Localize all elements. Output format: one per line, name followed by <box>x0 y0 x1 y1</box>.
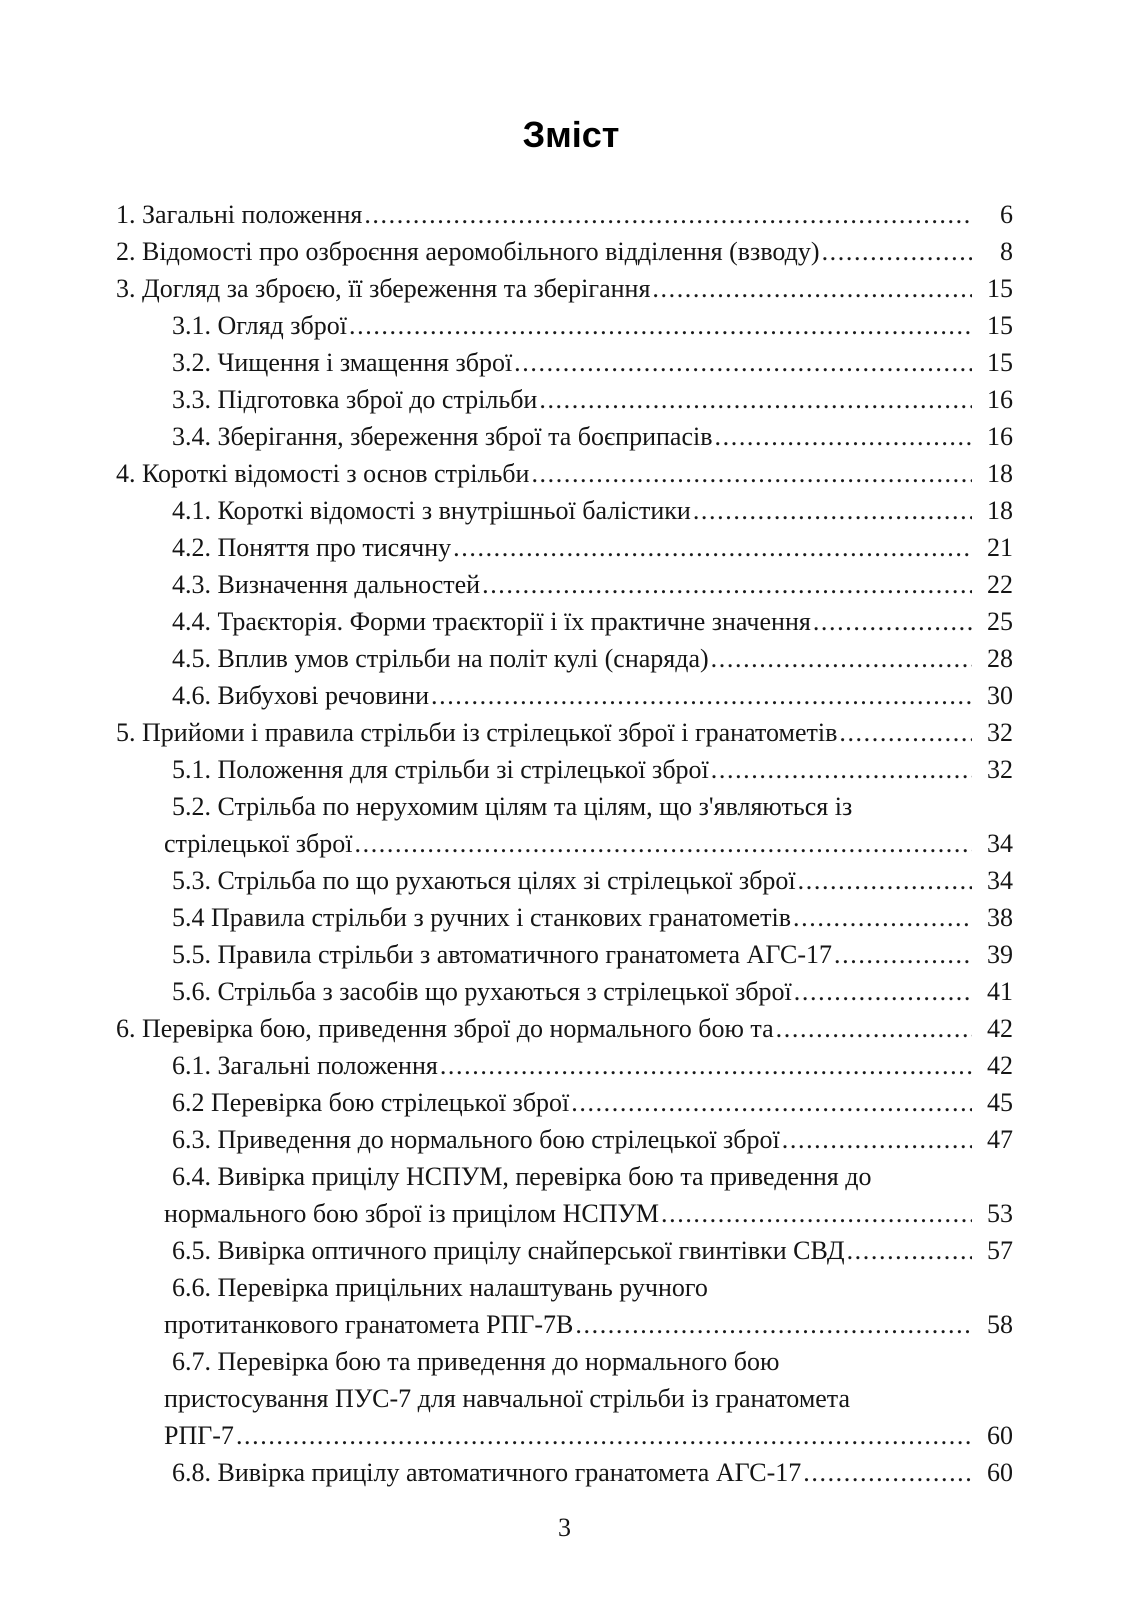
toc-entry-text: 4.6. Вибухові речовини <box>172 681 429 710</box>
toc-entry <box>116 1158 1013 1232</box>
toc-entry <box>116 1454 1013 1491</box>
toc-page-number: 32 <box>987 755 1013 784</box>
dot-leader <box>539 381 972 418</box>
toc-entry <box>116 936 1013 973</box>
toc-page-number: 42 <box>987 1051 1013 1080</box>
dot-leader <box>847 1232 972 1269</box>
dot-leader <box>813 603 972 640</box>
toc-entry-line <box>116 603 1013 640</box>
toc-entry <box>116 603 1013 640</box>
toc-entry-text: 3. Догляд за зброєю, її збереження та зберігання <box>116 274 651 303</box>
toc-entry-text: 1. Загальні положення <box>116 200 363 229</box>
dot-leader <box>531 455 972 492</box>
dot-leader <box>514 344 972 381</box>
toc-entry-line <box>116 640 1013 677</box>
toc-entry-text: пристосування ПУС-7 для навчальної стрільби із гранатомета <box>164 1384 851 1413</box>
toc-entry-line <box>116 418 1013 455</box>
toc-entry-text: нормального бою зброї із прицілом НСПУМ <box>164 1199 660 1228</box>
toc-entry <box>116 1047 1013 1084</box>
toc-entry-line <box>116 973 1013 1010</box>
toc-entry <box>116 455 1013 492</box>
toc-entry-text: 3.1. Огляд зброї <box>172 311 348 340</box>
dot-leader <box>839 714 972 751</box>
toc-entry-text: 6. Перевірка бою, приведення зброї до нормального бою та <box>116 1014 774 1043</box>
toc-entry-line <box>116 936 1013 973</box>
toc-entry-text: 6.6. Перевірка прицільних налаштувань ручного <box>172 1273 708 1302</box>
toc-entry-line <box>116 1047 1013 1084</box>
toc-entry-text: 4.1. Короткі відомості з внутрішньої балістики <box>172 496 691 525</box>
toc-page-number: 45 <box>987 1088 1013 1117</box>
toc-entry-text: протитанкового гранатомета РПГ-7В <box>164 1310 574 1339</box>
toc-entry-text: 5.1. Положення для стрільби зі стрілецької зброї <box>172 755 709 784</box>
toc-page-number: 16 <box>987 385 1013 414</box>
toc-entry <box>116 307 1013 344</box>
dot-leader <box>715 418 972 455</box>
toc-page-number: 32 <box>987 718 1013 747</box>
dot-leader <box>575 1306 972 1343</box>
dot-leader <box>453 529 972 566</box>
toc-entry <box>116 677 1013 714</box>
toc-entry <box>116 1121 1013 1158</box>
toc-entry-text: 2. Відомості про озброєння аеромобільного відділення (взводу) <box>116 237 820 266</box>
toc-entry-line <box>116 270 1013 307</box>
toc-entry <box>116 1232 1013 1269</box>
dot-leader <box>431 677 972 714</box>
dot-leader <box>711 751 972 788</box>
toc-page-number: 47 <box>987 1125 1013 1154</box>
toc-page-number: 15 <box>987 274 1013 303</box>
dot-leader <box>482 566 972 603</box>
dot-leader <box>236 1417 972 1454</box>
toc-entry-line <box>116 1269 1013 1306</box>
toc-page-number: 38 <box>987 903 1013 932</box>
dot-leader <box>661 1195 972 1232</box>
toc-entry-text: 4.5. Вплив умов стрільби на політ кулі (снаряда) <box>172 644 709 673</box>
toc-page-number: 25 <box>987 607 1013 636</box>
toc-entry-text: 3.2. Чищення і змащення зброї <box>172 348 513 377</box>
toc-entry <box>116 751 1013 788</box>
toc-entry <box>116 1343 1013 1454</box>
toc-page-number: 30 <box>987 681 1013 710</box>
toc-entry <box>116 344 1013 381</box>
toc-entry-text: 6.7. Перевірка бою та приведення до нормального бою <box>172 1347 780 1376</box>
toc-page-number: 22 <box>987 570 1013 599</box>
toc-entry <box>116 640 1013 677</box>
dot-leader <box>776 1010 972 1047</box>
toc-entry-text: 6.1. Загальні положення <box>172 1051 438 1080</box>
toc-entry-text: 5.6. Стрільба з засобів що рухаються з стрілецької зброї <box>172 977 792 1006</box>
toc-page-number: 21 <box>987 533 1013 562</box>
toc-list <box>0 196 1142 1491</box>
dot-leader <box>794 973 972 1010</box>
dot-leader <box>803 1454 972 1491</box>
toc-entry-line <box>116 1306 1013 1343</box>
toc-page-number: 18 <box>987 459 1013 488</box>
toc-entry <box>116 492 1013 529</box>
toc-entry <box>116 973 1013 1010</box>
toc-entry-line <box>116 381 1013 418</box>
toc-entry-line <box>116 1343 1013 1380</box>
toc-entry-line <box>116 1195 1013 1232</box>
toc-entry-line <box>116 455 1013 492</box>
toc-entry <box>116 381 1013 418</box>
dot-leader <box>798 862 972 899</box>
toc-page-number: 15 <box>987 348 1013 377</box>
toc-entry-line <box>116 566 1013 603</box>
toc-entry-text: 4.3. Визначення дальностей <box>172 570 481 599</box>
toc-entry-text: 5.3. Стрільба по що рухаються цілях зі стрілецької зброї <box>172 866 796 895</box>
toc-page-number: 28 <box>987 644 1013 673</box>
toc-entry-line <box>116 492 1013 529</box>
toc-entry-line <box>116 1010 1013 1047</box>
toc-entry-text: 6.5. Вивірка оптичного прицілу снайперської гвинтівки СВД <box>172 1236 845 1265</box>
toc-entry-text: 6.2 Перевірка бою стрілецької зброї <box>172 1088 570 1117</box>
toc-entry-line <box>116 344 1013 381</box>
toc-page-number: 60 <box>987 1458 1013 1487</box>
dot-leader <box>693 492 972 529</box>
toc-entry-line <box>116 862 1013 899</box>
dot-leader <box>782 1121 972 1158</box>
toc-entry-text: 4.2. Поняття про тисячну <box>172 533 452 562</box>
dot-leader <box>822 233 972 270</box>
toc-entry-text: 6.8. Вивірка прицілу автоматичного гранатомета АГС-17 <box>172 1458 802 1487</box>
toc-entry-text: 5.5. Правила стрільби з автоматичного гранатомета АГС-17 <box>172 940 833 969</box>
toc-entry-line <box>116 825 1013 862</box>
toc-entry-text: 3.3. Підготовка зброї до стрільби <box>172 385 538 414</box>
toc-entry <box>116 788 1013 862</box>
toc-entry <box>116 418 1013 455</box>
toc-entry-line <box>116 788 1013 825</box>
toc-page-number: 34 <box>987 829 1013 858</box>
toc-entry-line <box>116 307 1013 344</box>
toc-page-number: 58 <box>987 1310 1013 1339</box>
toc-entry <box>116 233 1013 270</box>
dot-leader <box>711 640 972 677</box>
dot-leader <box>793 899 972 936</box>
dot-leader <box>349 307 972 344</box>
toc-page-number: 53 <box>987 1199 1013 1228</box>
footer-page-number: 3 <box>558 1513 571 1542</box>
dot-leader <box>834 936 972 973</box>
toc-page-number: 57 <box>987 1236 1013 1265</box>
toc-entry-text: 3.4. Зберігання, збереження зброї та боєприпасів <box>172 422 713 451</box>
toc-entry <box>116 529 1013 566</box>
toc-page-number: 16 <box>987 422 1013 451</box>
toc-page-number: 18 <box>987 496 1013 525</box>
toc-entry-line <box>116 899 1013 936</box>
dot-leader <box>440 1047 972 1084</box>
toc-entry-line <box>116 1454 1013 1491</box>
toc-entry-line <box>116 714 1013 751</box>
toc-page-number: 15 <box>987 311 1013 340</box>
toc-entry <box>116 714 1013 751</box>
toc-page-number: 6 <box>1000 200 1013 229</box>
toc-entry-text: 4.4. Траєкторія. Форми траєкторії і їх практичне значення <box>172 607 811 636</box>
toc-entry-text: 6.4. Вивірка прицілу НСПУМ, перевірка бою та приведення до <box>172 1162 872 1191</box>
toc-entry <box>116 1269 1013 1343</box>
page-title: Зміст <box>522 114 620 155</box>
toc-entry-text: стрілецької зброї <box>164 829 353 858</box>
toc-page-number: 39 <box>987 940 1013 969</box>
dot-leader <box>355 825 973 862</box>
toc-entry <box>116 270 1013 307</box>
toc-entry-text: 5. Прийоми і правила стрільби із стрілецької зброї і гранатометів <box>116 718 838 747</box>
dot-leader <box>364 196 972 233</box>
toc-entry-line <box>116 1380 1013 1417</box>
toc-entry-line <box>116 1084 1013 1121</box>
toc-entry <box>116 1010 1013 1047</box>
toc-entry-line <box>116 1158 1013 1195</box>
toc-entry <box>116 566 1013 603</box>
dot-leader <box>652 270 972 307</box>
toc-page-number: 41 <box>987 977 1013 1006</box>
toc-entry-line <box>116 233 1013 270</box>
toc-entry-text: 6.3. Приведення до нормального бою стрілецької зброї <box>172 1125 780 1154</box>
toc-entry-line <box>116 196 1013 233</box>
toc-page-number: 34 <box>987 866 1013 895</box>
toc-entry <box>116 1084 1013 1121</box>
toc-entry <box>116 196 1013 233</box>
toc-page-number: 42 <box>987 1014 1013 1043</box>
toc-entry-line <box>116 529 1013 566</box>
toc-entry-line <box>116 1121 1013 1158</box>
toc-entry <box>116 899 1013 936</box>
toc-entry-text: 5.4 Правила стрільби з ручних і станкових гранатометів <box>172 903 792 932</box>
toc-entry-line <box>116 677 1013 714</box>
toc-entry-line <box>116 751 1013 788</box>
toc-entry-line <box>116 1232 1013 1269</box>
toc-entry-text: 4. Короткі відомості з основ стрільби <box>116 459 530 488</box>
toc-page-number: 60 <box>987 1421 1013 1450</box>
toc-entry-line <box>116 1417 1013 1454</box>
dot-leader <box>571 1084 972 1121</box>
toc-entry <box>116 862 1013 899</box>
toc-entry-text: 5.2. Стрільба по нерухомим цілям та цілям, що з'являються із <box>172 792 853 821</box>
toc-page-number: 8 <box>1000 237 1013 266</box>
toc-entry-text: РПГ-7 <box>164 1421 234 1450</box>
